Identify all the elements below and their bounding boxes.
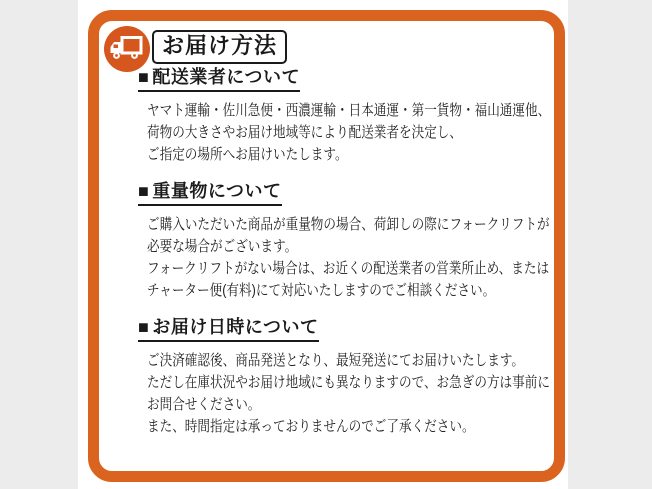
section-heading-text: 重量物について bbox=[152, 181, 282, 201]
section-delivery-datetime bbox=[138, 316, 554, 438]
paragraph-line: また、時間指定は承っておりませんのでご了承ください。 bbox=[147, 418, 475, 435]
paragraph-line: ご指定の場所へお届けいたします。 bbox=[147, 146, 348, 163]
paragraph-line: ヤマト運輸・佐川急便・西濃運輸・日本通運・第一貨物・福山通運他、 bbox=[147, 102, 551, 119]
square-bullet-icon: ■ bbox=[138, 67, 150, 87]
section-heading bbox=[138, 316, 319, 342]
section-heading-text: 配送業者について bbox=[152, 67, 301, 87]
square-bullet-icon: ■ bbox=[138, 181, 150, 201]
paragraph-line: お問合せください。 bbox=[147, 396, 261, 413]
paragraph-line: ご購入いただいた商品が重量物の場合、荷卸しの際にフォークリフトが bbox=[147, 216, 550, 233]
section-carriers bbox=[138, 66, 554, 166]
delivery-info-content bbox=[138, 66, 554, 452]
paragraph-line: チャーター便(有料)にて対応いたしますのでご相談ください。 bbox=[147, 282, 496, 299]
section-heading bbox=[138, 180, 282, 206]
section-heavy-items bbox=[138, 180, 554, 302]
page-title: お届け方法 bbox=[162, 33, 278, 58]
section-heading bbox=[138, 66, 300, 92]
paragraph-line: 荷物の大きさやお届け地域等により配送業者を決定し、 bbox=[147, 124, 463, 141]
section-heading-text: お届け日時について bbox=[152, 317, 319, 337]
paragraph-line: ただし在庫状況やお届け地域にも異なりますので、お急ぎの方は事前に bbox=[147, 374, 550, 391]
paragraph-line: フォークリフトがない場合は、お近くの配送業者の営業所止め、または bbox=[147, 260, 550, 277]
paragraph-line: 必要な場合がございます。 bbox=[147, 238, 298, 255]
paragraph-line: ご決済確認後、商品発送となり、最短発送にてお届けいたします。 bbox=[147, 352, 525, 369]
page-title-box bbox=[152, 30, 287, 64]
section-paragraph bbox=[147, 350, 560, 438]
section-paragraph bbox=[147, 100, 560, 166]
section-paragraph bbox=[147, 214, 560, 302]
square-bullet-icon: ■ bbox=[138, 317, 150, 337]
